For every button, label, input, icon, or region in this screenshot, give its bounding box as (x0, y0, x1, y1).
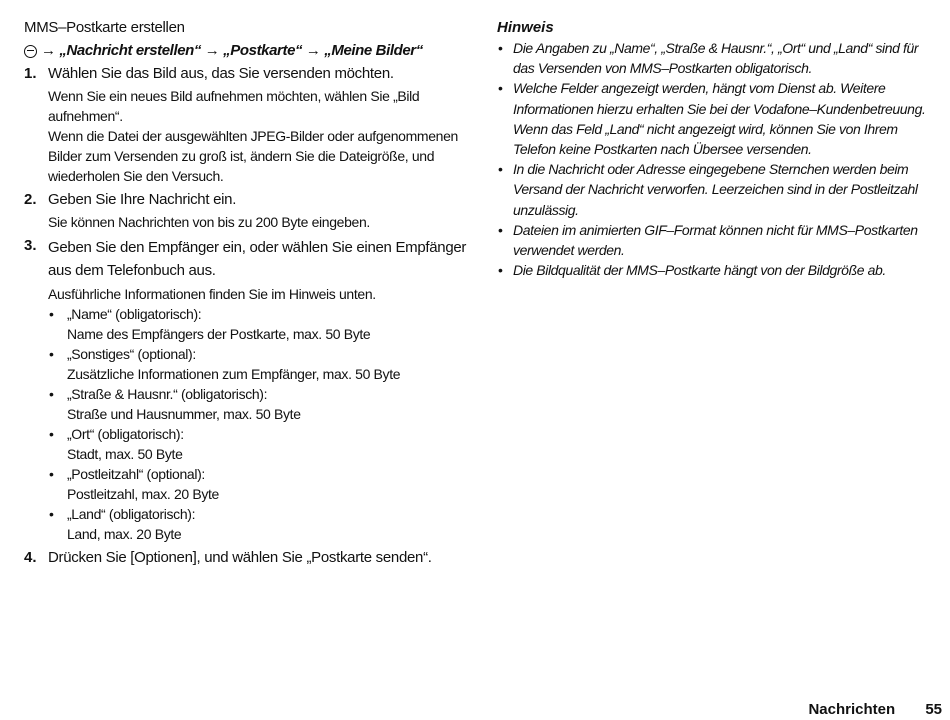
menu-path (24, 40, 474, 62)
hint-list (497, 38, 937, 280)
list-item: • Die Angaben zu „Name“, „Straße & Hausnr.“, „Ort“ und „Land“ sind für das Versenden von MMS–Postkarten obligatorisch. (498, 40, 919, 77)
recipient-field-list (48, 304, 474, 544)
menu-key-icon (24, 45, 37, 58)
list-item: • „Straße & Hausnr.“ (obligatorisch): Straße und Hausnummer, max. 50 Byte (48, 384, 474, 424)
step-3 (24, 236, 474, 544)
footer-section-name: Nachrichten (808, 701, 896, 718)
field-detail: Land, max. 20 Byte (67, 526, 182, 542)
step-title: Wählen Sie das Bild aus, das Sie versenden möchten. (48, 65, 394, 82)
list-item: • Welche Felder angezeigt werden, hängt vom Dienst ab. Weitere Informationen hierzu erhalten Sie bei der Vodafone–Kundenbetreuung. Wenn das Feld „Land“ nicht angezeigt wird, können Sie von Ihrem Telefon keine Postkarten nach Übersee versenden. (498, 80, 926, 158)
step-paragraph: Ausführliche Informationen finden Sie im Hinweis unten. (48, 286, 376, 302)
field-label: „Land“ (obligatorisch): (67, 506, 196, 522)
step-title: Geben Sie den Empfänger ein, oder wählen Sie einen Empfänger aus dem Telefonbuch aus. (48, 239, 467, 279)
step-number: 1. (24, 65, 37, 82)
left-column (24, 18, 474, 568)
list-item: • „Ort“ (obligatorisch): Stadt, max. 50 Byte (48, 424, 474, 464)
step-paragraph: Sie können Nachrichten von bis zu 200 Byte eingeben. (48, 214, 370, 230)
field-label: „Straße & Hausnr.“ (obligatorisch): (67, 386, 268, 402)
step-number: 2. (24, 191, 37, 208)
field-detail: Stadt, max. 50 Byte (67, 446, 183, 462)
field-detail: Postleitzahl, max. 20 Byte (67, 486, 219, 502)
list-item: • „Sonstiges“ (optional): Zusätzliche Informationen zum Empfänger, max. 50 Byte (48, 344, 474, 384)
field-label: „Postleitzahl“ (optional): (67, 466, 205, 482)
hint-text: Die Angaben zu „Name“, „Straße & Hausnr.“, „Ort“ und „Land“ sind für das Versenden von MMS–Postkarten obligatorisch. (513, 40, 919, 77)
list-item: • Die Bildqualität der MMS–Postkarte hängt von der Bildgröße ab. (498, 262, 886, 279)
list-item: • „Name“ (obligatorisch): Name des Empfängers der Postkarte, max. 50 Byte (48, 304, 474, 344)
step-paragraph: Wenn Sie ein neues Bild aufnehmen möchten, wählen Sie „Bild aufnehmen“. (48, 88, 420, 124)
field-detail: Name des Empfängers der Postkarte, max. 50 Byte (67, 326, 371, 342)
hint-text: Die Bildqualität der MMS–Postkarte hängt von der Bildgröße ab. (513, 262, 886, 279)
field-detail: Straße und Hausnummer, max. 50 Byte (67, 406, 301, 422)
right-column (497, 18, 937, 280)
hint-heading: Hinweis (497, 19, 554, 36)
list-item: • In die Nachricht oder Adresse eingegebene Sternchen werden beim Versand der Nachricht verworfen. Leerzeichen sind in der Postleitzahl unzulässig. (498, 161, 918, 218)
step-2 (24, 190, 474, 232)
list-item: • „Land“ (obligatorisch): Land, max. 20 Byte (48, 504, 474, 544)
hint-text: In die Nachricht oder Adresse eingegebene Sternchen werden beim Versand der Nachricht verworfen. Leerzeichen sind in der Postleitzahl unzulässig. (513, 161, 918, 218)
step-1 (24, 64, 474, 186)
hint-text: Dateien im animierten GIF–Format können nicht für MMS–Postkarten verwendet werden. (513, 221, 918, 259)
list-item: • „Postleitzahl“ (optional): Postleitzahl, max. 20 Byte (48, 464, 474, 504)
step-4 (24, 548, 474, 568)
field-detail: Zusätzliche Informationen zum Empfänger, max. 50 Byte (67, 366, 401, 382)
step-title: Drücken Sie [Optionen], und wählen Sie „Postkarte senden“. (48, 549, 432, 566)
field-label: „Ort“ (obligatorisch): (67, 426, 184, 442)
step-title: Geben Sie Ihre Nachricht ein. (48, 191, 237, 208)
hint-text: Welche Felder angezeigt werden, hängt vom Dienst ab. Weitere Informationen hierzu erhalten Sie bei der Vodafone–Kundenbetreuung. Wenn das Feld „Land“ nicht angezeigt wird, können Sie von Ihrem Telefon keine Postkarten nach Übersee versenden. (513, 80, 926, 158)
step-number: 3. (24, 237, 37, 254)
menu-path-text: → „Nachricht erstellen“ → „Postkarte“ → „Meine Bilder“ (41, 42, 423, 59)
step-paragraph: Wenn die Datei der ausgewählten JPEG-Bilder oder aufgenommenen Bilder zum Versenden zu groß ist, ändern Sie die Dateigröße, und wiederholen Sie den Versuch. (48, 128, 458, 184)
page-number: 55 (925, 701, 942, 718)
field-label: „Sonstiges“ (optional): (67, 346, 196, 362)
page-footer (808, 701, 942, 719)
list-item: • Dateien im animierten GIF–Format können nicht für MMS–Postkarten verwendet werden. (498, 221, 918, 259)
field-label: „Name“ (obligatorisch): (67, 306, 202, 322)
section-heading: MMS–Postkarte erstellen (24, 19, 185, 36)
step-number: 4. (24, 549, 37, 566)
